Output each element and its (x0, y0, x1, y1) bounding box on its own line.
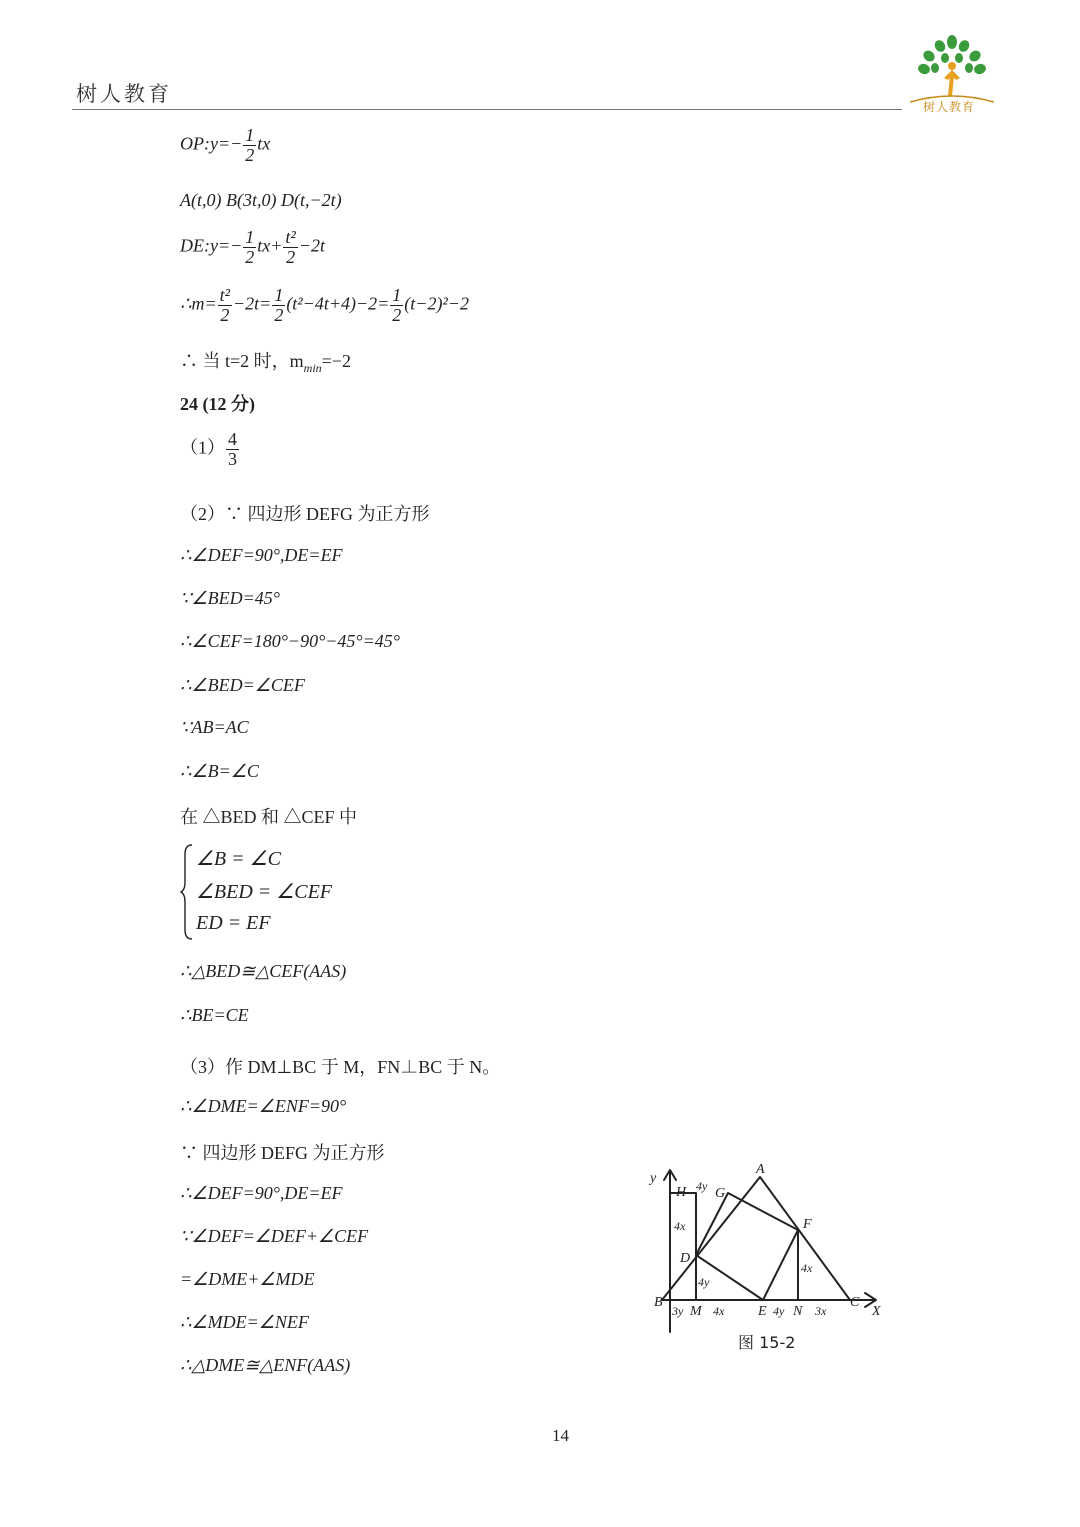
fraction (226, 430, 239, 469)
proof-line: ∵AB=AC (180, 717, 249, 737)
text-segment: ∴ 当 t=2 时，m (180, 351, 304, 371)
numerator: 1 (392, 285, 402, 305)
min-line (180, 347, 351, 376)
proof-line: ∴BE=CE (180, 1005, 249, 1025)
proof-line: ∴∠DEF=90°,DE=EF (180, 1183, 343, 1203)
proof-line: ∵∠DEF=∠DEF+∠CEF (180, 1226, 369, 1246)
proof-line: ∴∠DME=∠ENF=90° (180, 1096, 347, 1116)
figure-label: H (676, 1185, 687, 1200)
brace-condition: ∠B = ∠C (196, 848, 281, 870)
page-number: 14 (552, 1426, 569, 1445)
part1-answer (180, 430, 240, 469)
figure-label: 4x (713, 1304, 725, 1318)
header-divider (72, 109, 902, 110)
op-equation (180, 126, 270, 165)
numerator: t² (285, 227, 296, 247)
text-segment: tx+ (257, 235, 283, 256)
question-heading: 24 (12 分) (180, 394, 255, 414)
text-segment: =−2 (321, 351, 351, 371)
figure-label: X (872, 1304, 881, 1319)
figure-label: A (756, 1162, 765, 1177)
figure-label: E (758, 1304, 767, 1319)
text-segment: ∴m= (180, 293, 217, 314)
denominator: 2 (220, 304, 230, 325)
fraction (283, 228, 297, 267)
brace-condition: ∠BED = ∠CEF (196, 881, 333, 903)
text-segment: DE:y=− (180, 235, 243, 256)
proof-line: ∴∠BED=∠CEF (180, 675, 305, 695)
fraction (390, 286, 403, 325)
proof-line: ∵ 四边形 DEFG 为正方形 (180, 1143, 385, 1163)
figure-label: 4x (801, 1261, 813, 1275)
figure-label: N (793, 1304, 803, 1319)
text-segment: tx (257, 133, 271, 154)
numerator: 4 (228, 429, 237, 449)
numerator: 1 (245, 125, 255, 145)
fraction (243, 126, 256, 165)
figure-label: 3y (672, 1304, 684, 1318)
denominator: 2 (245, 144, 255, 165)
subscript: min (303, 361, 322, 375)
text-segment: (t²−4t+4)−2= (286, 293, 390, 314)
de-equation (180, 228, 325, 267)
text-segment: （1） (180, 437, 225, 458)
text-segment: −2t= (233, 293, 272, 314)
numerator: 1 (274, 285, 284, 305)
proof-line: ∴△DME≅△ENF(AAS) (180, 1355, 351, 1375)
figure-label: 4y (773, 1304, 785, 1318)
fraction (218, 286, 232, 325)
m-equation (180, 286, 469, 325)
proof-line: ∴∠B=∠C (180, 761, 259, 781)
points-line: A(t,0) B(3t,0) D(t,−2t) (180, 190, 342, 210)
text-segment: −2t (298, 235, 325, 256)
figure-label: M (690, 1304, 702, 1319)
figure-label: 4y (696, 1179, 708, 1193)
proof-line: ∵∠BED=45° (180, 588, 280, 608)
proof-line: 在 △BED 和 △CEF 中 (180, 807, 358, 827)
figure-label: 4y (698, 1275, 710, 1289)
figure-label: G (715, 1186, 726, 1201)
figure-label: 3x (815, 1304, 827, 1318)
proof-line: （2）∵ 四边形 DEFG 为正方形 (180, 504, 430, 524)
figure-label: B (654, 1295, 663, 1310)
numerator: 1 (245, 227, 255, 247)
figure-label: 4x (674, 1219, 686, 1233)
denominator: 2 (245, 246, 255, 267)
numerator: t² (219, 285, 231, 305)
proof-line: （3）作 DM⊥BC 于 M，FN⊥BC 于 N。 (180, 1057, 501, 1077)
logo-text: 树人教育 (923, 100, 976, 114)
proof-line: ∴∠CEF=180°−90°−45°=45° (180, 631, 400, 651)
denominator: 2 (274, 304, 284, 325)
fraction (243, 228, 256, 267)
proof-line: ∴∠DEF=90°,DE=EF (180, 545, 343, 565)
condition-brace (180, 842, 380, 942)
triangle-abc (662, 1177, 850, 1300)
brace-condition: ED = EF (196, 912, 271, 934)
text-segment: (t−2)²−2 (404, 293, 469, 314)
proof-line: ∴△BED≅△CEF(AAS) (180, 961, 347, 981)
left-brace-icon (180, 842, 194, 942)
denominator: 2 (286, 246, 296, 267)
figure-caption: 图 15-2 (738, 1333, 796, 1352)
header-title: 树人教育 (76, 82, 172, 106)
proof-line: ∴∠MDE=∠NEF (180, 1312, 309, 1332)
denominator: 3 (228, 448, 237, 469)
denominator: 2 (392, 304, 402, 325)
figure-label: C (850, 1295, 860, 1310)
figure-label: y (650, 1171, 657, 1186)
figure-label: F (803, 1217, 812, 1232)
fraction (272, 286, 285, 325)
figure-label: D (680, 1251, 691, 1266)
text-segment: OP:y=− (180, 133, 243, 154)
proof-line: =∠DME+∠MDE (180, 1269, 315, 1289)
